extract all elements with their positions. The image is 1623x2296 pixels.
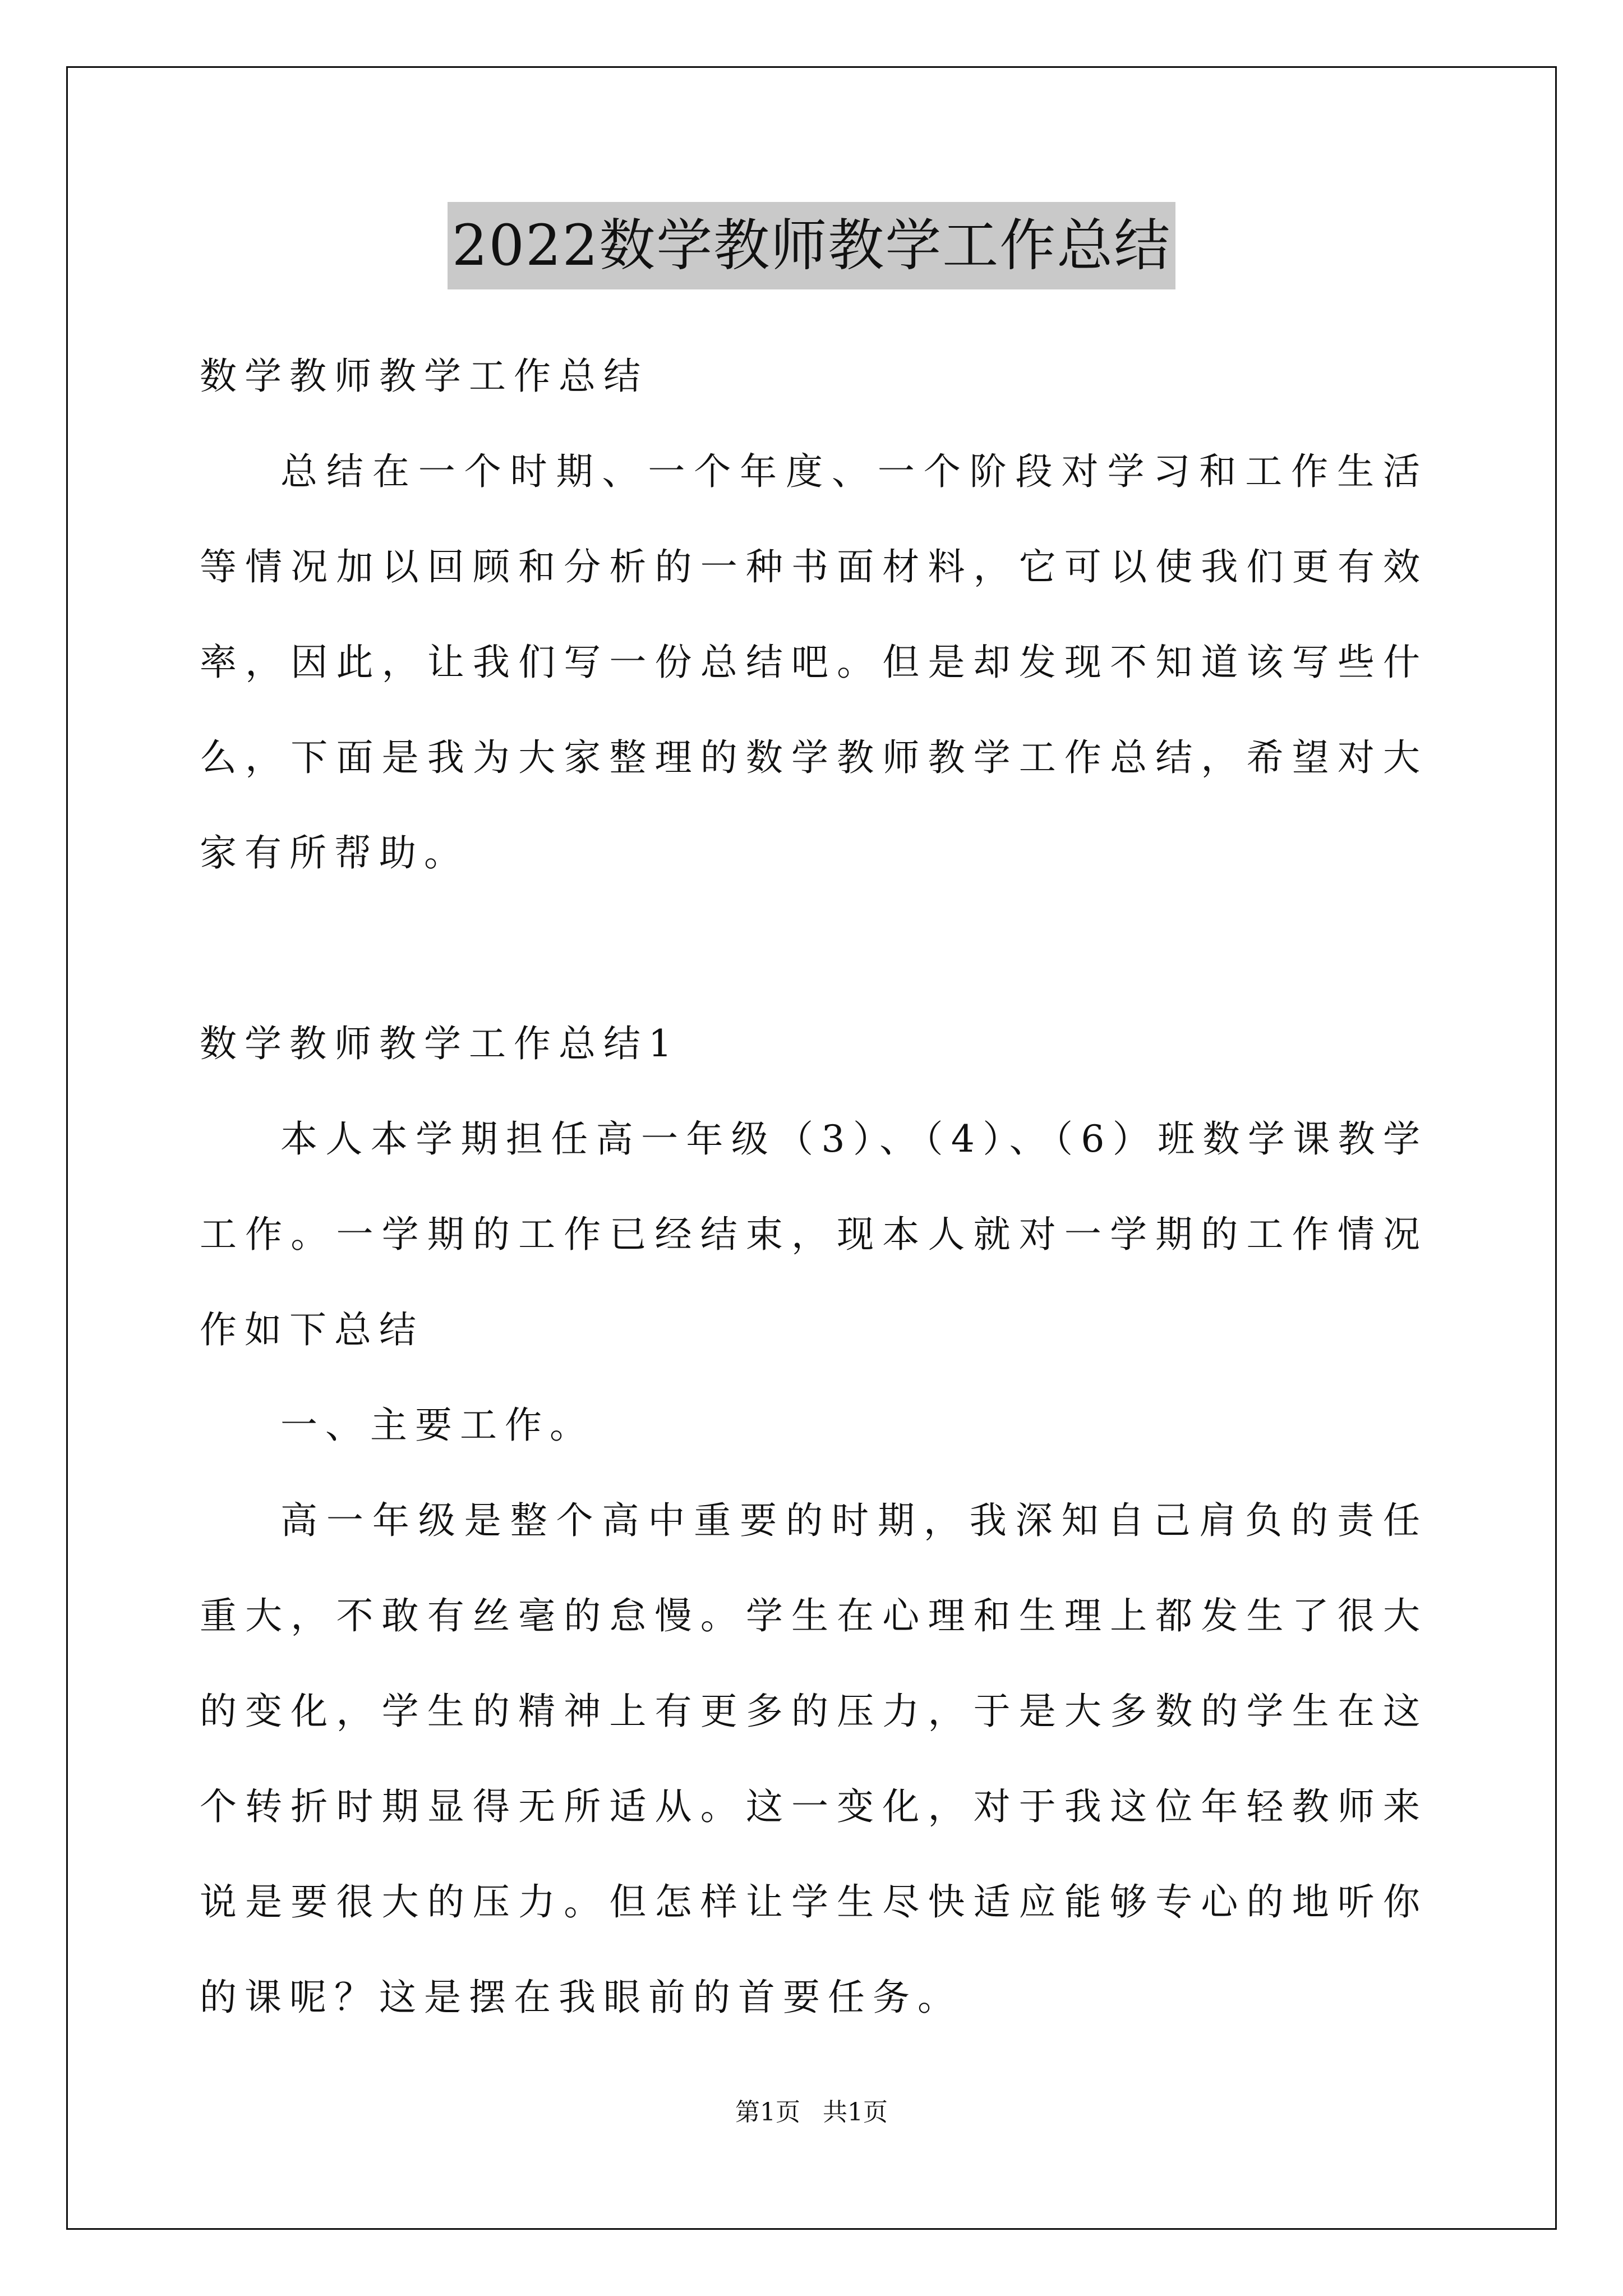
intro-paragraph: 总结在一个时期、一个年度、一个阶段对学习和工作生活等情况加以回顾和分析的一种书面材料，它可以使我们更有效率，因此，让我们写一份总结吧。但是却发现不知道该写些什么，下面是我为大家整理的数学教师教学工作总结，希望对大家有所帮助。 <box>200 450 1428 875</box>
item-heading: 一、主要工作。 <box>280 1404 594 1447</box>
section-paragraph: 高一年级是整个高中重要的时期，我深知自己肩负的责任重大，不敢有丝毫的怠慢。学生在心理和生理上都发生了很大的变化，学生的精神上有更多的压力，于是大多数的学生在这个转折时期显得无所适从。这一变化，对于我这位年轻教师来说是要很大的压力。但怎样让学生尽快适应能够专心的地听你的课呢？这是摆在我眼前的首要任务。 <box>200 1499 1428 2019</box>
page-number-current: 第1页 <box>735 2098 800 2127</box>
document-body <box>200 329 1428 2045</box>
document-title: 2022数学教师教学工作总结 <box>448 202 1176 289</box>
spacer <box>200 901 1428 996</box>
page-number-total: 共1页 <box>823 2098 888 2127</box>
page-footer <box>0 2096 1623 2129</box>
section-paragraph: 本人本学期担任高一年级（3）、（4）、（6）班数学课教学工作。一学期的工作已经结束，现本人就对一学期的工作情况作如下总结 <box>200 1117 1428 1351</box>
title-container <box>0 202 1623 289</box>
section-heading: 数学教师教学工作总结1 <box>200 1022 680 1065</box>
document-subtitle: 数学教师教学工作总结 <box>200 355 648 398</box>
